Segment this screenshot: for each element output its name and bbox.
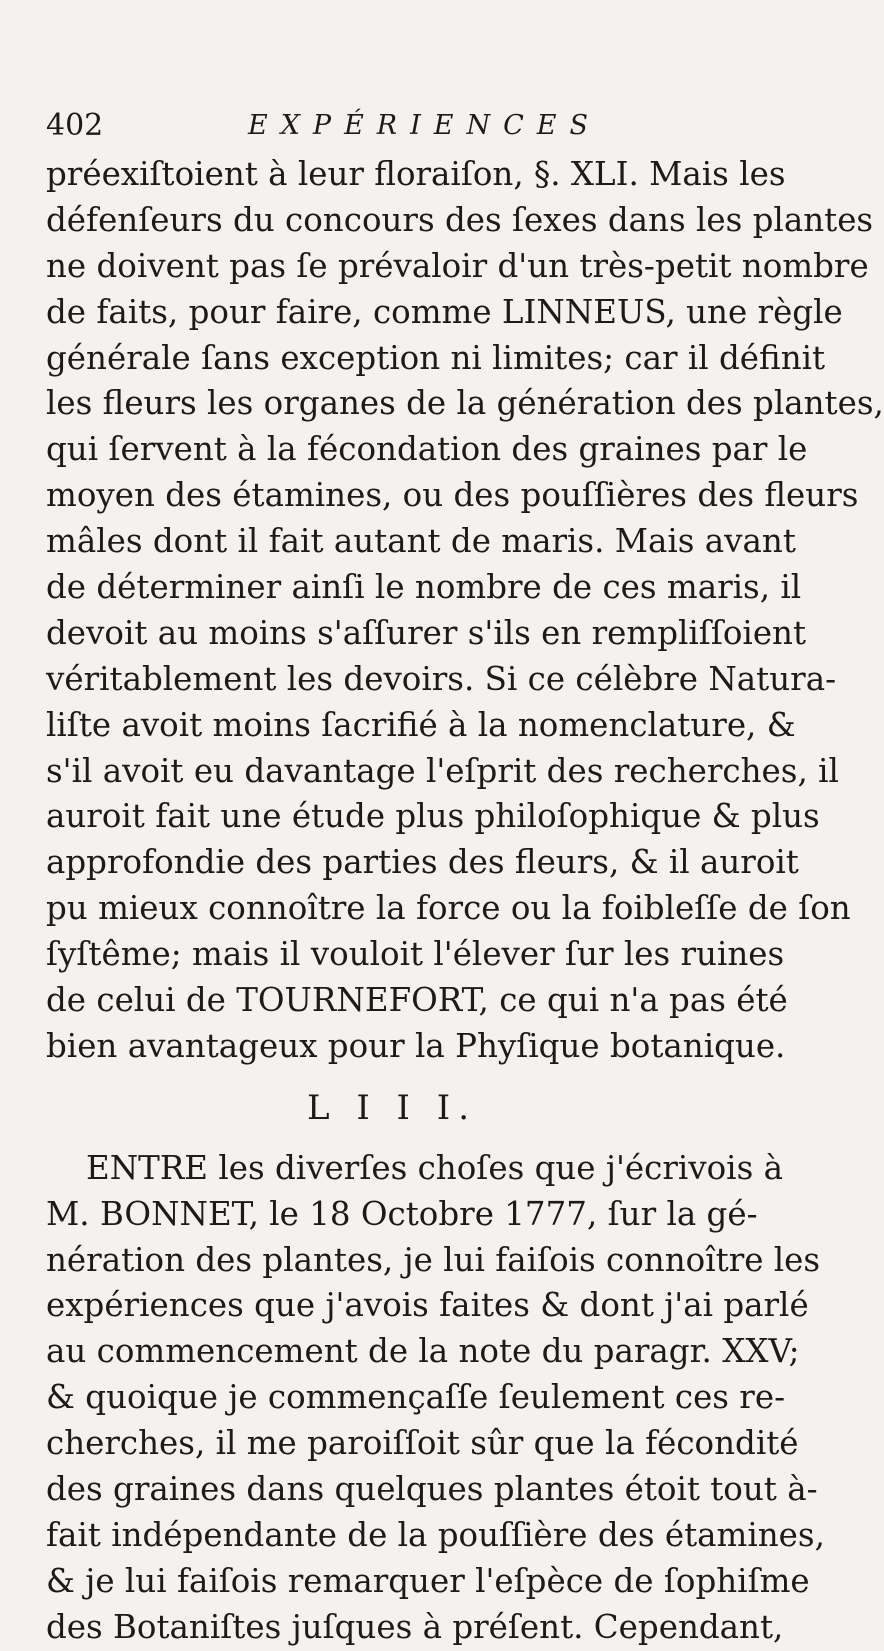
text-line: & je lui faiſois remarquer l'eſpèce de ſophiſme — [46, 1561, 810, 1600]
page-number: 402 — [46, 108, 104, 143]
text-line: expériences que j'avois faites & dont j'ai parlé — [46, 1286, 809, 1325]
text-line: des Botaniſtes juſques à préſent. Cependant, — [46, 1607, 784, 1646]
text-line: de faits, pour faire, comme LINNEUS, une règle — [46, 292, 843, 331]
text-line: mâles dont il fait autant de maris. Mais avant — [46, 522, 796, 561]
text-line: véritablement les devoirs. Si ce célèbre Natura- — [46, 659, 837, 698]
text-line: liſte avoit moins ſacrifié à la nomenclature, & — [46, 705, 796, 744]
running-head — [46, 100, 738, 152]
text-line: préexiſtoient à leur floraiſon, §. XLI. Mais les — [46, 155, 786, 193]
text-line: bien avantageux pour la Phyſique botanique. — [46, 1026, 786, 1065]
running-title: EXPÉRIENCES — [248, 110, 602, 141]
text-line: de celui de TOURNEFORT, ce qui n'a pas été — [46, 981, 788, 1020]
text-line: nération des plantes, je lui faiſois connoître les — [46, 1240, 821, 1279]
section-heading: L I I I. — [306, 1087, 478, 1128]
text-line: de déterminer ainſi le nombre de ces maris, il — [46, 568, 802, 607]
text-line: défenſeurs du concours des ſexes dans les plantes — [46, 200, 874, 239]
text-line: qui ſervent à la fécondation des graines par le — [46, 430, 808, 469]
text-line: s'il avoit eu davantage l'eſprit des recherches, il — [46, 751, 839, 790]
text-line: ne doivent pas ſe prévaloir d'un très-petit nombre — [46, 246, 869, 285]
text-line: au commencement de la note du paragr. XXV; — [46, 1332, 800, 1371]
text-line: approfondie des parties des fleurs, & il auroit — [46, 843, 799, 882]
text-line: les fleurs les organes de la génération des plantes, — [46, 384, 884, 423]
text-line: auroit fait une étude plus philoſophique & plus — [46, 797, 820, 836]
text-line: devoit au moins s'aſſurer s'ils en rempliſſoient — [46, 613, 807, 652]
text-line: moyen des étamines, ou des pouſſières des fleurs — [46, 476, 859, 515]
text-line: pu mieux connoître la force ou la foibleſſe de ſon — [46, 889, 851, 928]
text-line: des graines dans quelques plantes étoit tout à- — [46, 1470, 818, 1509]
text-line: ENTRE les diverſes choſes que j'écrivois à — [86, 1148, 783, 1187]
text-line: cherches, il me paroiſſoit sûr que la fécondité — [46, 1424, 799, 1463]
section-text — [46, 1146, 825, 1651]
text-line: ſyſtême; mais il vouloit l'élever ſur les ruines — [46, 935, 785, 974]
text-line: fait indépendante de la pouſſière des étamines, — [46, 1515, 825, 1554]
text-line: & quoique je commençaſſe ſeulement ces re- — [46, 1378, 786, 1417]
text-line: M. BONNET, le 18 Octobre 1777, ſur la gé- — [46, 1194, 758, 1233]
text-line: générale ſans exception ni limites; car il définit — [46, 338, 826, 377]
body-text — [46, 152, 884, 1070]
